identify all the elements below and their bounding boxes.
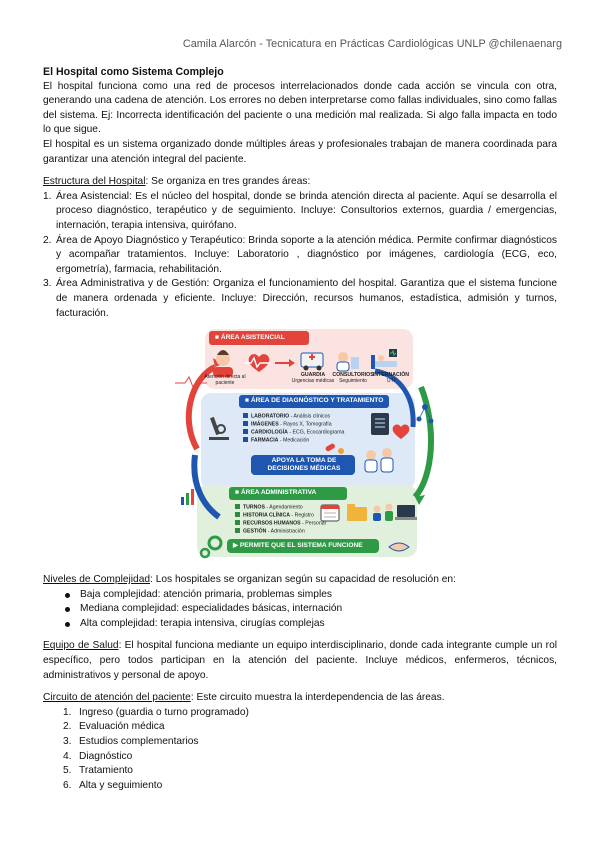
intro-paragraph-1: El hospital funciona como una red de procesos interrelacionados donde cada acción se vincula con otra, generando una cadena de atención. Los errores no deben interpretarse como fallas individuales, sino como fallas del sistema. Ej: Incorrecta identificación del paciente o una medición mal realizada. Si algo falla impacta en todo lo que sigue. <box>43 80 557 136</box>
section-title: El Hospital como Sistema Complejo <box>43 66 224 78</box>
diag-item-desc: - Análisis clínicos <box>289 413 331 420</box>
consultorios-caption <box>331 373 375 384</box>
administrativa-title: ■ ÁREA ADMINISTRATIVA <box>235 489 317 497</box>
diag-item <box>243 421 332 428</box>
bar-chart-icon <box>181 489 194 505</box>
internacion-label: INTERNACIÓN <box>372 372 410 379</box>
equipo-text: : El hospital funciona mediante un equipo interdisciplinario, donde cada integrante cumple un rol específico, pero todos participan en la atención del paciente. Incluye médicos, enfermeros, técnicos, administrativos y personal de apoyo. <box>43 640 557 681</box>
diagnostico-title-text: ÁREA DE DIAGNÓSTICO Y TRATAMIENTO <box>250 397 384 405</box>
intro-paragraph-2: El hospital es un sistema organizado donde múltiples áreas y profesionales trabajan de manera coordinada para garantizar una atención integral del paciente. <box>43 138 557 165</box>
list-text: Mediana complejidad: especialidades básicas, internación <box>80 603 343 615</box>
list-item <box>43 234 557 278</box>
page-header: Camila Alarcón - Tecnicatura en Prácticas Cardiológicas UNLP @chilenaenarg <box>182 38 562 50</box>
equipo-label: Equipo de Salud <box>43 640 119 652</box>
xray-icon <box>371 413 389 435</box>
guardia-caption <box>291 373 335 384</box>
asistencial-title: ■ ÁREA ASISTENCIAL <box>215 334 285 342</box>
niveles-list <box>63 588 557 632</box>
estructura-list <box>43 190 557 321</box>
list-number: 4. <box>63 750 72 762</box>
list-text: Alta complejidad: terapia intensiva, cirugías complejas <box>80 617 325 629</box>
diag-item-name: IMÁGENES <box>251 421 279 428</box>
diag-item-desc: - Rayos X, Tomografía <box>278 421 332 428</box>
list-item <box>63 602 557 617</box>
list-item <box>63 706 557 721</box>
list-number: 1. <box>63 706 72 718</box>
apoya-banner: APOYA LA TOMA DE DECISIONES MÉDICAS <box>267 457 341 473</box>
list-item <box>43 190 557 234</box>
list-number: 3. <box>63 736 72 748</box>
list-text: Estudios complementarios <box>79 736 199 748</box>
circuito-text: : Este circuito muestra la interdependencia de las áreas. <box>190 692 445 704</box>
diag-item <box>243 429 344 436</box>
list-number: 1. <box>43 190 52 202</box>
list-item <box>63 764 557 779</box>
estructura-label: Estructura del Hospital <box>43 176 146 188</box>
list-text: Baja complejidad: atención primaria, problemas simples <box>80 588 332 600</box>
diag-item-name: FARMACIA <box>251 437 279 444</box>
list-number: 3. <box>43 278 52 290</box>
administrativa-title-text: ÁREA ADMINISTRATIVA <box>240 489 317 497</box>
circuito-label: Circuito de atención del paciente <box>43 692 191 704</box>
admin-item <box>235 504 303 511</box>
admin-item <box>235 520 326 527</box>
list-item <box>63 720 557 735</box>
patient-caption: Atención directa al paciente <box>204 374 246 386</box>
niveles-text: : Los hospitales se organizan según su capacidad de resolución en: <box>150 574 456 586</box>
equipo-section <box>43 639 557 683</box>
list-text: Diagnóstico <box>79 750 133 762</box>
infographic-graphics <box>175 327 437 565</box>
diag-item-name: LABORATORIO <box>251 413 290 420</box>
calendar-icon <box>321 505 339 521</box>
permite-banner-text: PERMITE QUE EL SISTEMA FUNCIONE <box>239 542 363 550</box>
niveles-label: Niveles de Complejidad <box>43 574 151 586</box>
niveles-section <box>43 573 557 631</box>
circuito-section <box>43 691 557 793</box>
laptop-icon <box>395 505 417 520</box>
document-body <box>43 65 557 793</box>
list-text: Área Asistencial: Es el núcleo del hospital, donde se brinda atención directa al paciente. Aquí se desarrolla el proceso diagnóstico, terapéutico y de seguimiento. Incluye: Consultorios externos, guardia / emergencias, internación, terapia intensiva, quirófano. <box>56 190 557 231</box>
admin-item-desc: - Agendamiento <box>264 504 303 511</box>
internacion-caption <box>371 373 411 384</box>
diagnostico-title: ■ ÁREA DE DIAGNÓSTICO Y TRATAMIENTO <box>245 397 384 405</box>
guardia-sub: Urgencias médicas <box>291 377 335 384</box>
asistencial-title-text: ÁREA ASISTENCIAL <box>220 334 285 342</box>
admin-item <box>235 512 314 519</box>
list-text: Evaluación médica <box>79 721 165 733</box>
admin-item-desc: - Personal <box>300 520 326 527</box>
diag-item-name: CARDIOLOGÍA <box>251 429 288 436</box>
list-number: 2. <box>43 234 52 246</box>
list-item <box>63 617 557 632</box>
diag-item-desc: - ECG, Ecocardiograma <box>287 429 345 436</box>
list-text: Área de Apoyo Diagnóstico y Terapéutico: Brinda soporte a la atención médica. Permite confirmar diagnósticos y acompañar tratamientos. Incluye: Laboratorio , diagnóstico por imágenes, cardiología (ECG, eco, ergometría), farmacia, rehabilitación. <box>56 234 557 275</box>
list-item <box>63 779 557 794</box>
consultorios-label: CONSULTORIOS <box>332 372 374 379</box>
permite-banner: ▶ PERMITE QUE EL SISTEMA FUNCIONE <box>233 542 363 550</box>
list-item <box>63 588 557 603</box>
list-item <box>63 750 557 765</box>
list-text: Ingreso (guardia o turno programado) <box>79 706 249 718</box>
green-flow-arrow <box>415 387 431 497</box>
estructura-section <box>43 175 557 321</box>
list-item <box>63 735 557 750</box>
diag-item <box>243 437 309 444</box>
admin-item-desc: - Registro <box>289 512 314 519</box>
estructura-text: : Se organiza en tres grandes áreas: <box>145 176 311 188</box>
list-number: 6. <box>63 779 72 791</box>
list-text: Alta y seguimiento <box>79 779 163 791</box>
admin-item-name: RECURSOS HUMANOS <box>243 520 301 527</box>
list-number: 5. <box>63 765 72 777</box>
list-number: 2. <box>63 721 72 733</box>
list-item <box>43 277 557 321</box>
hospital-infographic <box>175 327 437 565</box>
admin-item-name: TURNOS <box>243 504 265 511</box>
list-text: Tratamiento <box>79 765 133 777</box>
admin-item-name: HISTORIA CLÍNICA <box>243 512 290 519</box>
internacion-sub: UTI <box>386 377 396 384</box>
admin-item-name: GESTIÓN <box>243 528 267 535</box>
list-text: Área Administrativa y de Gestión: Organiza el funcionamiento del hospital. Garantiza que el sistema funcione de manera ordenada y eficiente. Incluye: Dirección, recursos humanos, estadística, admisión y turnos, facturación. <box>56 278 557 319</box>
admin-item-desc: - Administración <box>266 528 305 535</box>
diag-item-desc: - Medicación <box>278 437 310 444</box>
admin-item <box>235 528 305 535</box>
diag-item <box>243 413 330 420</box>
guardia-label: GUARDIA <box>300 372 326 379</box>
circuito-list <box>63 706 557 794</box>
consultorios-sub: Seguimiento <box>339 377 367 384</box>
